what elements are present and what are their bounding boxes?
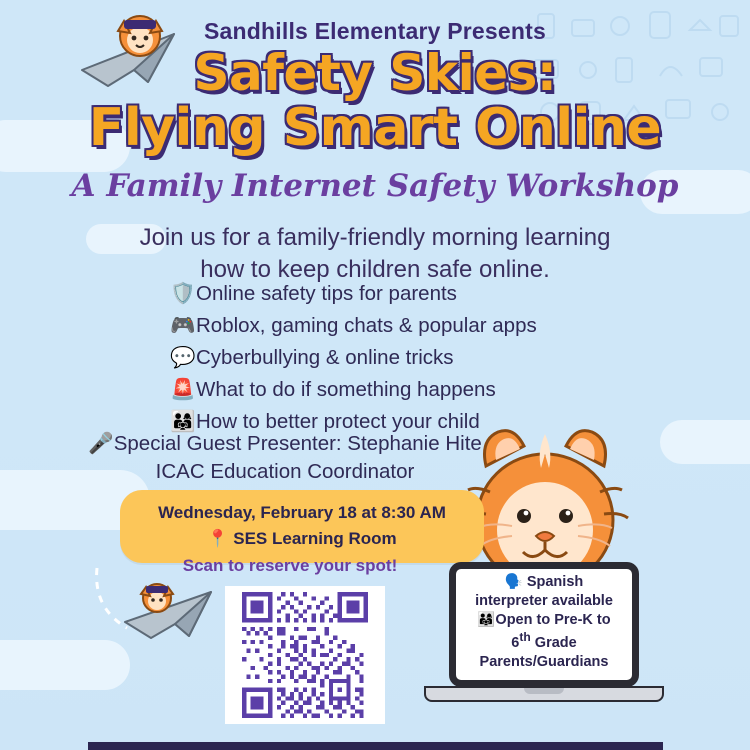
presenter-line-1: [60, 430, 510, 458]
page-subtitle: A Family Internet Safety Workshop: [71, 168, 679, 204]
laptop-screen: [449, 562, 639, 687]
family-icon: 👨‍👩‍👧: [170, 410, 196, 433]
presenting-school-line: Sandhills Elementary Presents: [204, 18, 546, 44]
laptop-illustration: [424, 562, 664, 722]
list-item: [170, 314, 640, 338]
event-location: SES Learning Room: [233, 528, 397, 548]
list-item: [170, 346, 640, 370]
alert-icon: 🚨: [170, 378, 196, 401]
intro-line-1: Join us for a family-friendly morning learning: [139, 224, 611, 251]
laptop-notch: [524, 688, 564, 694]
cloud-decoration: [660, 420, 750, 464]
event-location-row: [132, 526, 472, 552]
presenter-block: [60, 430, 510, 485]
intro-line-2: how to keep children safe online.: [200, 255, 550, 283]
note-line-audience: Parents/Guardians: [479, 654, 609, 671]
list-item: [170, 378, 640, 402]
additional-info-note: [462, 573, 626, 672]
scan-instruction: Scan to reserve your spot!: [182, 556, 398, 575]
intro-text: [80, 222, 670, 285]
event-details-banner: [120, 490, 484, 563]
presenter-line-2: ICAC Education Coordinator: [155, 459, 415, 483]
note-line-grade-range: 6th Grade: [511, 630, 577, 652]
family-icon: 👨‍👩‍👧: [477, 612, 496, 629]
bottom-divider: [88, 742, 663, 750]
title-line-2: Flying Smart Online: [88, 98, 662, 158]
speech-bubble-icon: 💬: [170, 346, 196, 369]
tiger-on-paper-plane-doodle-icon: [95, 560, 225, 670]
list-item-label: Roblox, gaming chats & popular apps: [196, 314, 537, 337]
note-line-interpreter: interpreter available: [475, 593, 613, 610]
microphone-icon: 🎤: [88, 432, 114, 455]
shield-icon: 🛡️: [170, 282, 196, 305]
presenter-name: Special Guest Presenter: Stephanie Hite: [113, 432, 482, 455]
title-line-1: Safety Skies:: [193, 44, 557, 102]
qr-code[interactable]: [225, 586, 385, 724]
location-pin-icon: 📍: [207, 528, 229, 548]
game-controller-icon: 🎮: [170, 314, 196, 337]
note-line-grades: 👨‍👩‍👧Open to Pre-K to: [477, 612, 611, 629]
list-item-label: What to do if something happens: [196, 378, 496, 401]
event-datetime: Wednesday, February 18 at 8:30 AM: [158, 503, 446, 522]
qr-code-image[interactable]: [231, 592, 379, 718]
list-item: [170, 282, 640, 306]
list-item-label: Online safety tips for parents: [196, 282, 457, 305]
note-line-spanish: 🗣️ Spanish: [504, 574, 584, 590]
page-title: [0, 46, 750, 156]
speaking-head-icon: 🗣️: [504, 574, 523, 590]
list-item-label: How to better protect your child: [196, 410, 480, 433]
list-item-label: Cyberbullying & online tricks: [196, 346, 454, 369]
